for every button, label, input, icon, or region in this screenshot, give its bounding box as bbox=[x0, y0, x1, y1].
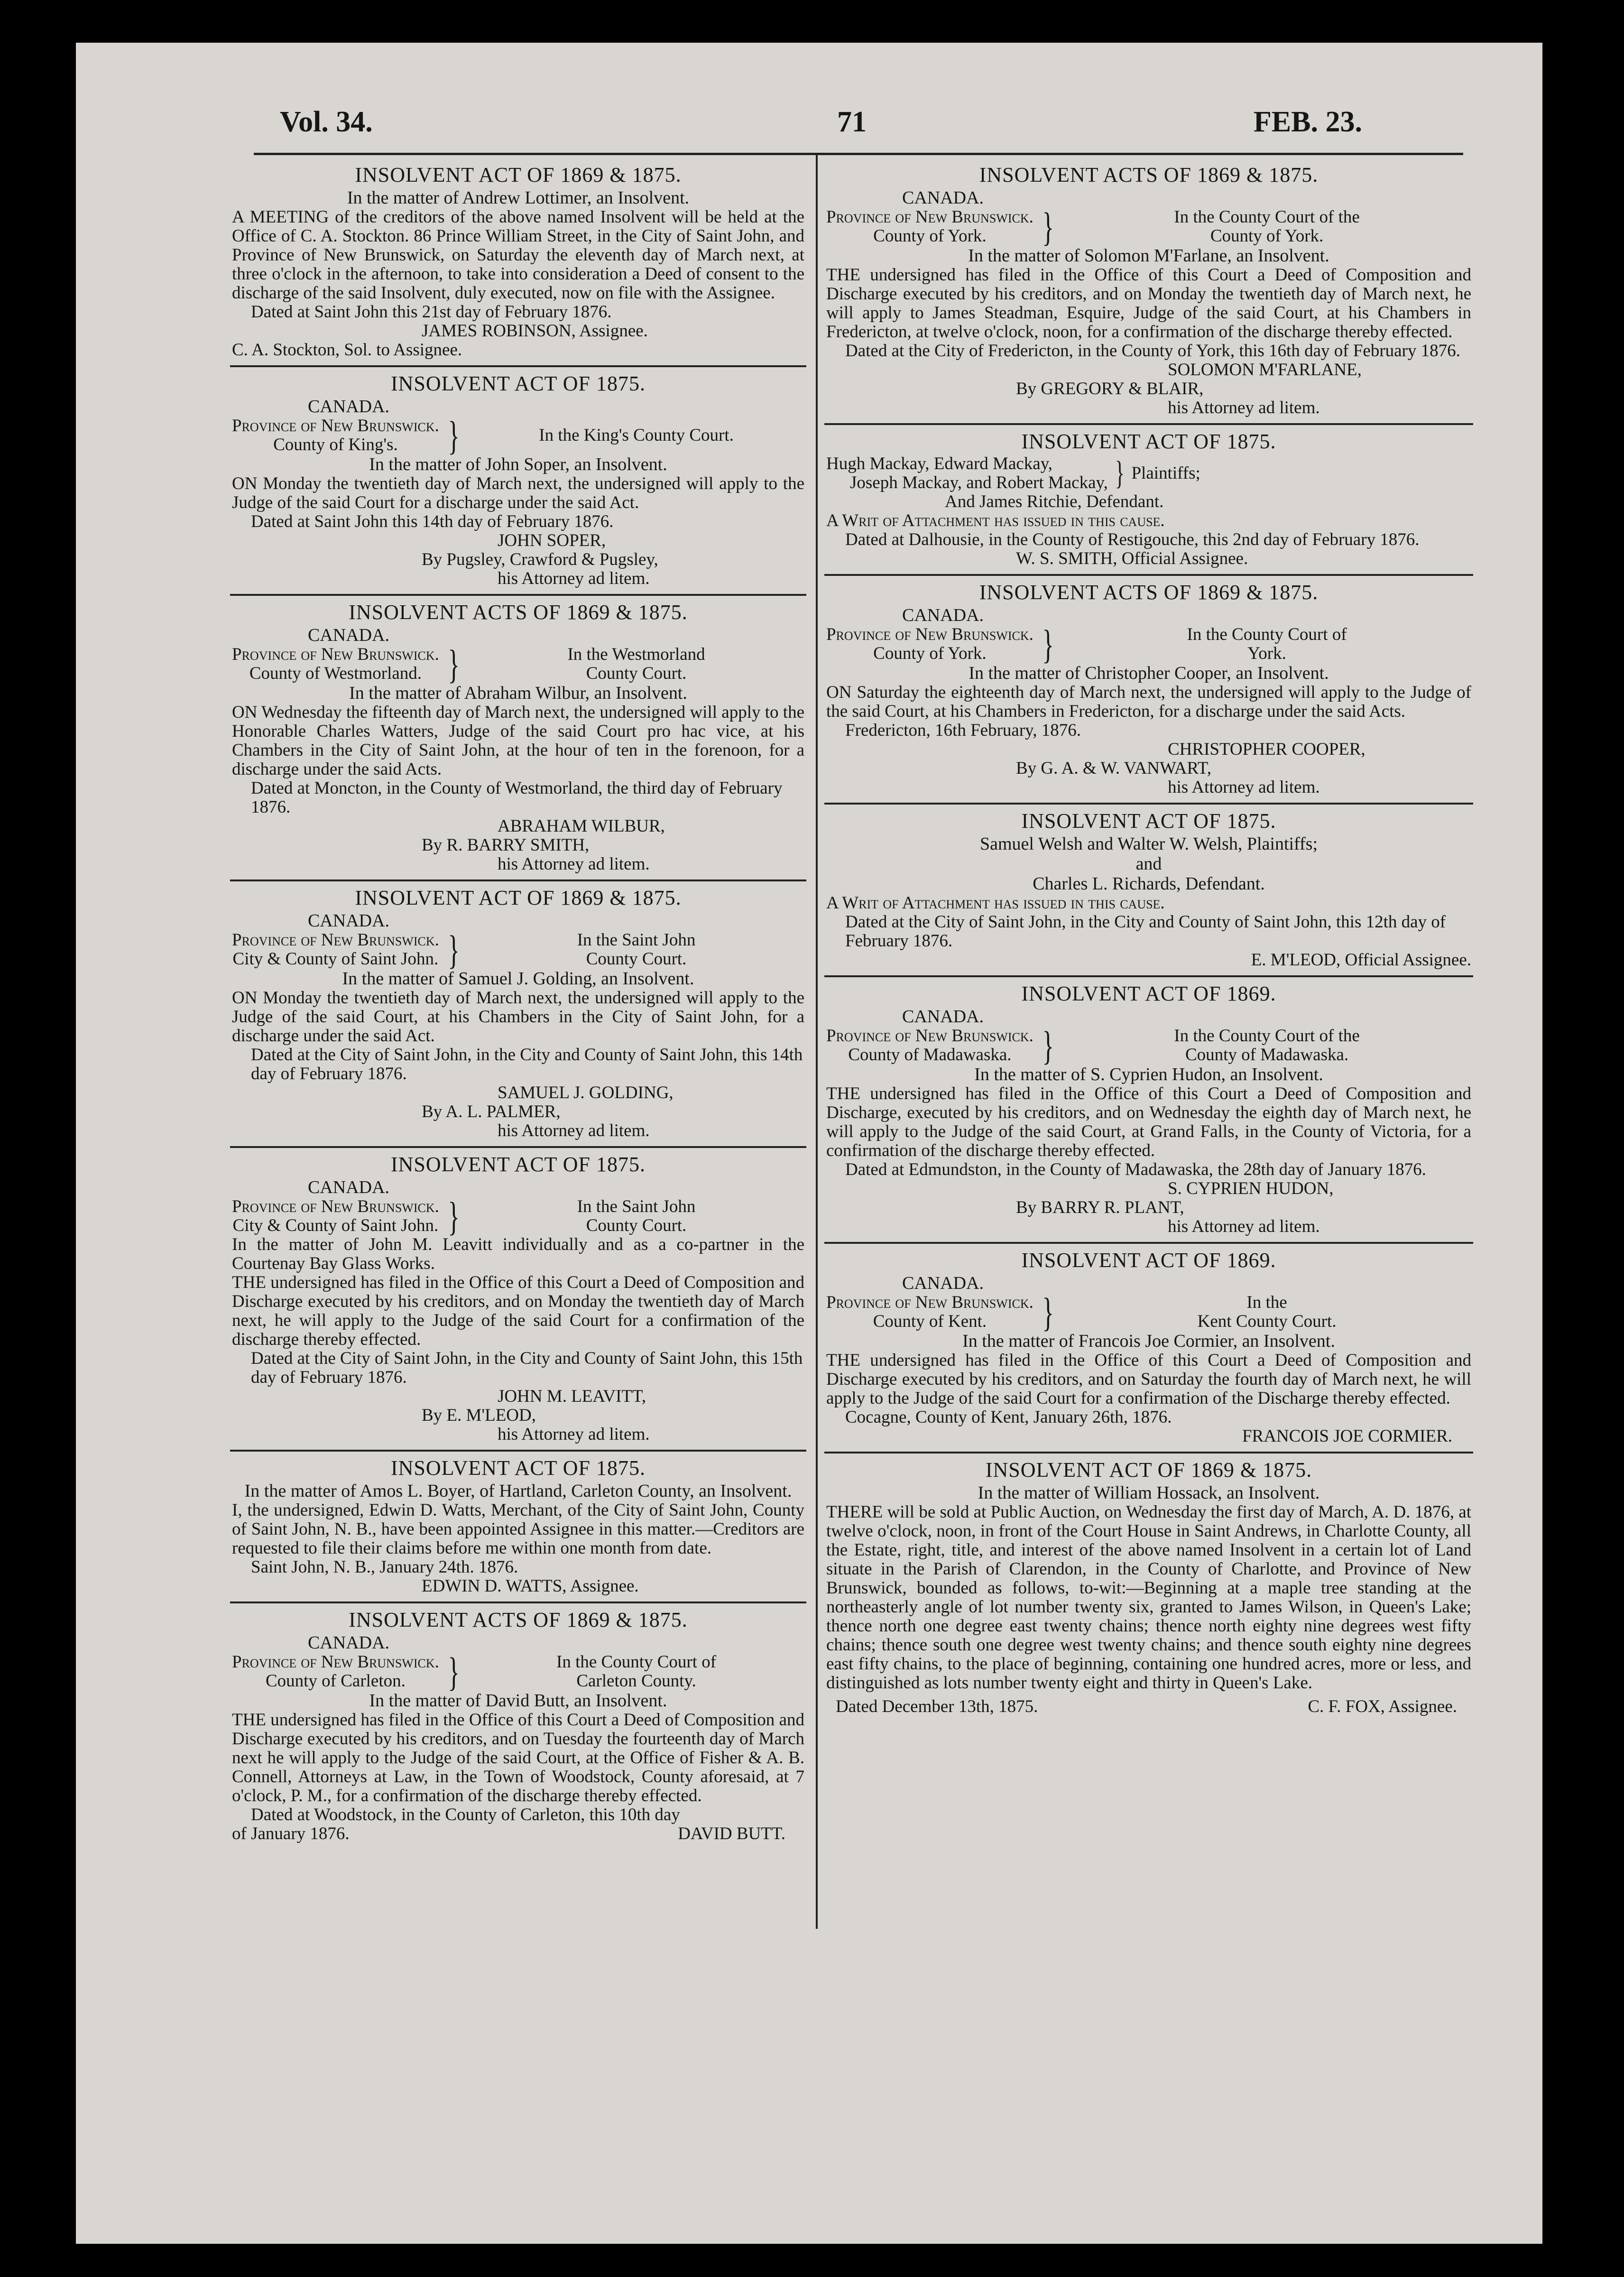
notice-dated: Dated at Saint John this 21st day of February 1876. bbox=[251, 302, 612, 322]
brace-glyph: } bbox=[448, 413, 460, 458]
notice-cooper bbox=[824, 576, 1473, 805]
notice-signature: ABRAHAM WILBUR, bbox=[498, 816, 665, 836]
canada-label: CANADA. bbox=[308, 625, 390, 645]
notice-attorney-role: his Attorney ad litem. bbox=[1168, 1217, 1320, 1236]
notice-signature: DAVID BUTT. bbox=[678, 1824, 785, 1843]
notice-title: INSOLVENT ACT OF 1869. bbox=[1021, 1249, 1276, 1272]
notice-butt bbox=[230, 1603, 806, 1849]
notice-signature: FRANCOIS JOE CORMIER. bbox=[1242, 1426, 1452, 1446]
court-name bbox=[468, 1653, 804, 1691]
county-label: County of York. bbox=[873, 644, 987, 663]
province-block bbox=[232, 931, 439, 969]
notice-dated: Dated at the City of Saint John, in the City and County of Saint John, this 14th day of February 1876. bbox=[251, 1045, 803, 1083]
province-label: Province of New Brunswick. bbox=[826, 625, 1033, 644]
province-label: Province of New Brunswick. bbox=[826, 1293, 1033, 1312]
court-name bbox=[468, 645, 804, 683]
court-name-line1: In the County Court of bbox=[1187, 625, 1347, 644]
court-name-line1: In the Saint John bbox=[577, 930, 696, 950]
notice-title: INSOLVENT ACT OF 1875. bbox=[390, 1153, 646, 1176]
province-label: Province of New Brunswick. bbox=[232, 645, 439, 664]
plaintiff-line: Samuel Welsh and Walter W. Welsh, Plaintiffs; bbox=[979, 834, 1318, 854]
brace-glyph: } bbox=[448, 927, 460, 972]
notice-title: INSOLVENT ACT OF 1875. bbox=[1021, 430, 1276, 453]
brace-glyph: } bbox=[1042, 1289, 1054, 1335]
notice-dated: Dated at Edmundston, in the County of Madawaska, the 28th day of January 1876. bbox=[845, 1160, 1426, 1179]
court-name-line1: In the County Court of bbox=[556, 1652, 717, 1672]
notice-matter: In the matter of John M. Leavitt individually and as a co-partner in the Courtenay Bay Glass Works. bbox=[232, 1235, 804, 1273]
volume-number: Vol. 34. bbox=[280, 106, 373, 138]
column-divider bbox=[816, 155, 818, 1929]
notice-title: INSOLVENT ACTS OF 1869 & 1875. bbox=[349, 601, 688, 624]
court-name-line1: In the bbox=[1246, 1293, 1287, 1312]
notice-attorney-role: his Attorney ad litem. bbox=[498, 569, 650, 588]
notice-leavitt bbox=[230, 1148, 806, 1452]
notice-title: INSOLVENT ACTS OF 1869 & 1875. bbox=[979, 581, 1319, 604]
notice-attorney-role: his Attorney ad litem. bbox=[1168, 778, 1320, 797]
notice-title: INSOLVENT ACT OF 1869 & 1875. bbox=[355, 163, 682, 186]
province-label: Province of New Brunswick. bbox=[826, 1026, 1033, 1046]
court-name-line2: York. bbox=[1247, 644, 1286, 663]
notice-matter: In the matter of Samuel J. Golding, an Insolvent. bbox=[342, 969, 694, 989]
defendant-line: And James Ritchie, Defendant. bbox=[945, 492, 1164, 511]
brace-glyph: } bbox=[1115, 455, 1125, 491]
court-name-line1: In the County Court of the bbox=[1174, 1026, 1360, 1046]
court-name-line2: Kent County Court. bbox=[1197, 1312, 1337, 1331]
brace-glyph: } bbox=[1042, 204, 1054, 250]
canada-label: CANADA. bbox=[902, 1273, 984, 1293]
notice-body: ON Wednesday the fifteenth day of March next, the undersigned will apply to the Honorable Charles Watters, Judge of the said Court pro hac vice, at his Chambers in the City of Saint John, at the hour of ten in the forenoon, for a discharge under the said Acts. bbox=[232, 703, 804, 779]
defendant-line: Charles L. Richards, Defendant. bbox=[1033, 874, 1265, 894]
court-name bbox=[1062, 625, 1471, 663]
county-label: County of Kent. bbox=[873, 1312, 987, 1331]
court-block bbox=[826, 204, 1471, 250]
notice-matter: In the matter of Amos L. Boyer, of Hartland, Carleton County, an Insolvent. bbox=[244, 1481, 792, 1501]
notice-title: INSOLVENT ACT OF 1869 & 1875. bbox=[355, 886, 682, 909]
notice-attorney-role: his Attorney ad litem. bbox=[498, 854, 650, 874]
court-name-line2: Carleton County. bbox=[576, 1671, 696, 1691]
brace-glyph: } bbox=[448, 1194, 460, 1239]
notice-title: INSOLVENT ACT OF 1875. bbox=[390, 372, 646, 395]
plaintiff-line1: Hugh Mackay, Edward Mackay, bbox=[826, 454, 1053, 473]
province-label: Province of New Brunswick. bbox=[232, 930, 439, 950]
court-block bbox=[826, 1289, 1471, 1335]
notice-body: THE undersigned has filed in the Office of this Court a Deed of Composition and Discharge, executed by his creditors, and on Wednesday the eighth day of March next, he will apply to the Judge of the said Court, at Grand Falls, in the County of Victoria, for a confirmation of the discharge thereby effected. bbox=[826, 1084, 1471, 1160]
notice-dated: Dated at the City of Saint John, in the City and County of Saint John, this 12th day of February 1876. bbox=[845, 912, 1446, 951]
court-name-line2: County Court. bbox=[586, 664, 687, 683]
court-name bbox=[1062, 1293, 1471, 1331]
notice-dated: Dated at Moncton, in the County of Westmorland, the third day of February 1876. bbox=[251, 778, 783, 817]
province-block bbox=[232, 417, 439, 454]
brace-glyph: } bbox=[448, 641, 460, 687]
plaintiffs-label: Plaintiffs; bbox=[1131, 463, 1200, 483]
notice-body: THE undersigned has filed in the Office of this Court a Deed of Composition and Discharge executed by his creditors, and on Monday the twentieth day of March next, he will apply to the Judge of the said Court for a confirmation of the discharge thereby effected. bbox=[232, 1273, 804, 1349]
notice-attorney: By A. L. PALMER, bbox=[422, 1102, 561, 1121]
notice-matter: In the matter of Andrew Lottimer, an Insolvent. bbox=[347, 188, 690, 208]
notice-signature: JOHN SOPER, bbox=[498, 531, 606, 550]
canada-label: CANADA. bbox=[308, 1633, 390, 1653]
court-name-line2: County of Madawaska. bbox=[1185, 1045, 1349, 1064]
notice-hudon bbox=[824, 977, 1473, 1244]
court-name-line2: County Court. bbox=[586, 949, 687, 969]
province-block bbox=[826, 625, 1033, 663]
province-label: Province of New Brunswick. bbox=[232, 416, 439, 435]
notice-attorney-role: his Attorney ad litem. bbox=[498, 1121, 650, 1140]
court-name-line2: County Court. bbox=[586, 1216, 687, 1235]
newspaper-page bbox=[76, 43, 1542, 2244]
canada-label: CANADA. bbox=[308, 911, 390, 931]
notice-body: ON Saturday the eighteenth day of March next, the undersigned will apply to the Judge of the said Court, at his Chambers in Fredericton, for a discharge under the said Acts. bbox=[826, 683, 1471, 721]
court-block bbox=[232, 927, 804, 972]
province-block bbox=[232, 645, 439, 683]
canada-label: CANADA. bbox=[902, 605, 984, 625]
notice-signature: SOLOMON M'FARLANE, bbox=[1168, 360, 1362, 380]
notice-attorney: By Pugsley, Crawford & Pugsley, bbox=[422, 550, 658, 569]
notice-title: INSOLVENT ACT OF 1875. bbox=[390, 1456, 646, 1480]
court-name bbox=[468, 931, 804, 969]
notice-title: INSOLVENT ACTS OF 1869 & 1875. bbox=[979, 163, 1319, 186]
notice-signature: JOHN M. LEAVITT, bbox=[498, 1387, 646, 1406]
notice-attorney: By GREGORY & BLAIR, bbox=[1016, 379, 1204, 398]
notice-title: INSOLVENT ACTS OF 1869 & 1875. bbox=[349, 1608, 688, 1631]
notice-body: I, the undersigned, Edwin D. Watts, Merchant, of the City of Saint John, County of Saint John, N. B., have been appointed Assignee in this matter.—Creditors are requested to file their claims before me within one month from date. bbox=[232, 1500, 804, 1558]
parties-block bbox=[826, 454, 1471, 492]
court-name bbox=[1062, 1027, 1471, 1064]
notice-title: INSOLVENT ACT OF 1875. bbox=[1021, 809, 1276, 833]
notice-soper bbox=[230, 367, 806, 596]
dated-signature-row bbox=[232, 1824, 804, 1843]
page-number: 71 bbox=[837, 106, 867, 138]
notice-attorney: By G. A. & W. VANWART, bbox=[1016, 759, 1212, 778]
notice-signature: E. M'LEOD, Official Assignee. bbox=[1251, 950, 1471, 970]
brace-glyph: } bbox=[1042, 621, 1054, 667]
notice-signature: JAMES ROBINSON, Assignee. bbox=[422, 321, 648, 341]
court-name-line1: In the Saint John bbox=[577, 1197, 696, 1216]
notice-attorney-role: his Attorney ad litem. bbox=[498, 1425, 650, 1444]
right-column bbox=[824, 158, 1473, 1722]
notice-attorney: By R. BARRY SMITH, bbox=[422, 835, 590, 855]
notice-signature: C. F. FOX, Assignee. bbox=[1308, 1697, 1457, 1716]
issue-date: FEB. 23. bbox=[1253, 106, 1362, 138]
header-rule bbox=[254, 153, 1463, 155]
notice-dated: Dated at Dalhousie, in the County of Restigouche, this 2nd day of February 1876. bbox=[845, 530, 1420, 549]
county-label: County of York. bbox=[873, 226, 987, 246]
county-label: City & County of Saint John. bbox=[232, 1216, 439, 1235]
notice-title: INSOLVENT ACT OF 1869. bbox=[1021, 982, 1276, 1005]
province-block bbox=[232, 1653, 439, 1691]
notice-hossack bbox=[824, 1453, 1473, 1722]
court-block bbox=[826, 1023, 1471, 1068]
notice-dated: Dated at the City of Saint John, in the City and County of Saint John, this 15th day of February 1876. bbox=[251, 1349, 803, 1387]
notice-dated: Dated December 13th, 1875. bbox=[836, 1697, 1038, 1716]
court-block bbox=[232, 1194, 804, 1239]
notice-body: ON Monday the twentieth day of March next, the undersigned will apply to the Judge of the said Court for a discharge under the said Act. bbox=[232, 474, 804, 512]
canada-label: CANADA. bbox=[308, 397, 390, 417]
notice-dated: Dated at the City of Fredericton, in the County of York, this 16th day of February 1876. bbox=[845, 341, 1460, 361]
court-block bbox=[826, 621, 1471, 667]
county-label: County of Westmorland. bbox=[249, 664, 422, 683]
province-block bbox=[232, 1197, 439, 1235]
province-block bbox=[826, 1293, 1033, 1331]
court-name-line1: In the Westmorland bbox=[567, 645, 705, 664]
and-line: and bbox=[1135, 854, 1162, 874]
notice-body: A Writ of Attachment has issued in this cause. bbox=[826, 511, 1165, 530]
notice-dated: Saint John, N. B., January 24th. 1876. bbox=[251, 1557, 518, 1577]
notice-attorney: By E. M'LEOD, bbox=[422, 1406, 536, 1425]
plaintiff-line2: Joseph Mackay, and Robert Mackay, bbox=[850, 473, 1108, 492]
notice-solicitor: C. A. Stockton, Sol. to Assignee. bbox=[232, 340, 462, 360]
notice-cormier bbox=[824, 1244, 1473, 1453]
notice-attorney-role: his Attorney ad litem. bbox=[1168, 398, 1320, 417]
notice-matter: In the matter of Francois Joe Cormier, an Insolvent. bbox=[962, 1331, 1335, 1351]
province-block bbox=[826, 208, 1033, 246]
notice-golding bbox=[230, 881, 806, 1148]
notice-dated-cont: of January 1876. bbox=[232, 1824, 350, 1843]
notice-mackay bbox=[824, 425, 1473, 576]
notice-signature: EDWIN D. WATTS, Assignee. bbox=[422, 1576, 639, 1596]
notice-signature: CHRISTOPHER COOPER, bbox=[1168, 740, 1366, 759]
plaintiff-names bbox=[826, 454, 1108, 492]
notice-mfarlane bbox=[824, 158, 1473, 425]
court-name-line2: County of York. bbox=[1210, 226, 1324, 246]
notice-matter: In the matter of John Soper, an Insolvent. bbox=[369, 454, 667, 474]
notice-body: THE undersigned has filed in the Office of this Court a Deed of Composition and Discharge executed by his creditors, and on Saturday the fourth day of March next, he will apply to the Judge of the said Court for a confirmation of the Discharge thereby effected. bbox=[826, 1351, 1471, 1408]
court-name: In the King's County Court. bbox=[539, 426, 734, 445]
notice-welsh bbox=[824, 805, 1473, 977]
notice-body: THE undersigned has filed in the Office of this Court a Deed of Composition and Discharge executed by his creditors, and on Tuesday the fourteenth day of March next he will apply to the Judge of the said Court, at the Office of Fisher & A. B. Connell, Attorneys at Law, in the Town of Woodstock, County aforesaid, at 7 o'clock, P. M., for a confirmation of the discharge thereby effected. bbox=[232, 1710, 804, 1805]
notice-body: ON Monday the twentieth day of March next, the undersigned will apply to the Judge of the said Court, at his Chambers in the City of Saint John, for a discharge under the said Act. bbox=[232, 988, 804, 1046]
notice-boyer bbox=[230, 1452, 806, 1603]
county-label: County of King's. bbox=[273, 435, 398, 454]
notice-dated: Cocagne, County of Kent, January 26th, 1876. bbox=[845, 1407, 1172, 1427]
province-label: Province of New Brunswick. bbox=[232, 1197, 439, 1216]
left-column bbox=[230, 158, 806, 1849]
canada-label: CANADA. bbox=[902, 1007, 984, 1027]
county-label: City & County of Saint John. bbox=[232, 949, 439, 969]
dated-signature-row bbox=[826, 1697, 1471, 1716]
notice-matter: In the matter of David Butt, an Insolvent. bbox=[369, 1691, 667, 1711]
notice-body: A Writ of Attachment has issued in this cause. bbox=[826, 893, 1165, 913]
canada-label: CANADA. bbox=[308, 1177, 390, 1197]
court-block bbox=[232, 413, 804, 458]
county-label: County of Carleton. bbox=[265, 1671, 406, 1691]
province-label: Province of New Brunswick. bbox=[232, 1652, 439, 1672]
notice-matter: In the matter of S. Cyprien Hudon, an Insolvent. bbox=[974, 1064, 1323, 1084]
court-name bbox=[468, 1197, 804, 1235]
notice-matter: In the matter of William Hossack, an Insolvent. bbox=[978, 1483, 1320, 1503]
province-block bbox=[826, 1027, 1033, 1064]
notice-matter: In the matter of Christopher Cooper, an Insolvent. bbox=[969, 663, 1329, 683]
court-name-line1: In the County Court of the bbox=[1174, 207, 1360, 227]
notice-signature: S. CYPRIEN HUDON, bbox=[1168, 1179, 1334, 1198]
brace-glyph: } bbox=[448, 1649, 460, 1694]
notice-attorney: By BARRY R. PLANT, bbox=[1016, 1198, 1184, 1217]
notice-wilbur bbox=[230, 596, 806, 881]
notice-signature: SAMUEL J. GOLDING, bbox=[498, 1083, 674, 1102]
notice-body: THERE will be sold at Public Auction, on Wednesday the first day of March, A. D. 1876, at twelve o'clock, noon, in front of the Court House in Saint Andrews, in Charlotte County, all the Estate, right, title, and interest of the above named Insolvent in a certain lot of Land situate in the Parish of Clarendon, in the County of Charlotte, and Province of New Brunswick, bounded as follows, to-wit:—Beginning at a maple tree standing at the northeasterly angle of lot number twenty six, granted to James Wilson, in Queen's Lake; thence north one degree east twenty chains; thence north eighty nine degrees west fifty chains; thence south one degree west twenty chains; and thence south eighty nine degrees east fifty chains, to the place of beginning, containing one hundred acres, more or less, and distinguished as lots number twenty eight and thirty in Queen's Lake. bbox=[826, 1502, 1471, 1693]
court-block bbox=[232, 1649, 804, 1694]
province-label: Province of New Brunswick. bbox=[826, 207, 1033, 227]
notice-matter: In the matter of Abraham Wilbur, an Insolvent. bbox=[349, 683, 687, 703]
notice-body: THE undersigned has filed in the Office of this Court a Deed of Composition and Discharge executed by his creditors, and on Monday the twentieth day of March next, he will apply to James Steadman, Esquire, Judge of the said Court, at his Chambers in Fredericton, at twelve o'clock, noon, for a confirmation of the discharge thereby effected. bbox=[826, 265, 1471, 342]
notice-matter: In the matter of Solomon M'Farlane, an Insolvent. bbox=[968, 246, 1329, 266]
notice-body: A MEETING of the creditors of the above named Insolvent will be held at the Office of C. A. Stockton. 86 Prince William Street, in the City of Saint John, and Province of New Brunswick, on Saturday the eleventh day of March next, at three o'clock in the afternoon, to take into consideration a Deed of consent to the discharge of the said Insolvent, duly executed, now on file with the Assignee. bbox=[232, 207, 804, 303]
notice-title: INSOLVENT ACT OF 1869 & 1875. bbox=[985, 1458, 1312, 1481]
notice-dated: Fredericton, 16th February, 1876. bbox=[845, 721, 1081, 740]
county-label: County of Madawaska. bbox=[848, 1045, 1012, 1064]
canada-label: CANADA. bbox=[902, 188, 984, 208]
court-block bbox=[232, 641, 804, 687]
notice-dated: Dated at Saint John this 14th day of February 1876. bbox=[251, 512, 614, 531]
notice-signature: W. S. SMITH, Official Assignee. bbox=[1016, 549, 1248, 568]
court-name bbox=[1062, 208, 1471, 246]
brace-glyph: } bbox=[1042, 1023, 1054, 1068]
notice-lottimer bbox=[230, 158, 806, 367]
notice-dated: Dated at Woodstock, in the County of Carleton, this 10th day bbox=[251, 1805, 680, 1824]
